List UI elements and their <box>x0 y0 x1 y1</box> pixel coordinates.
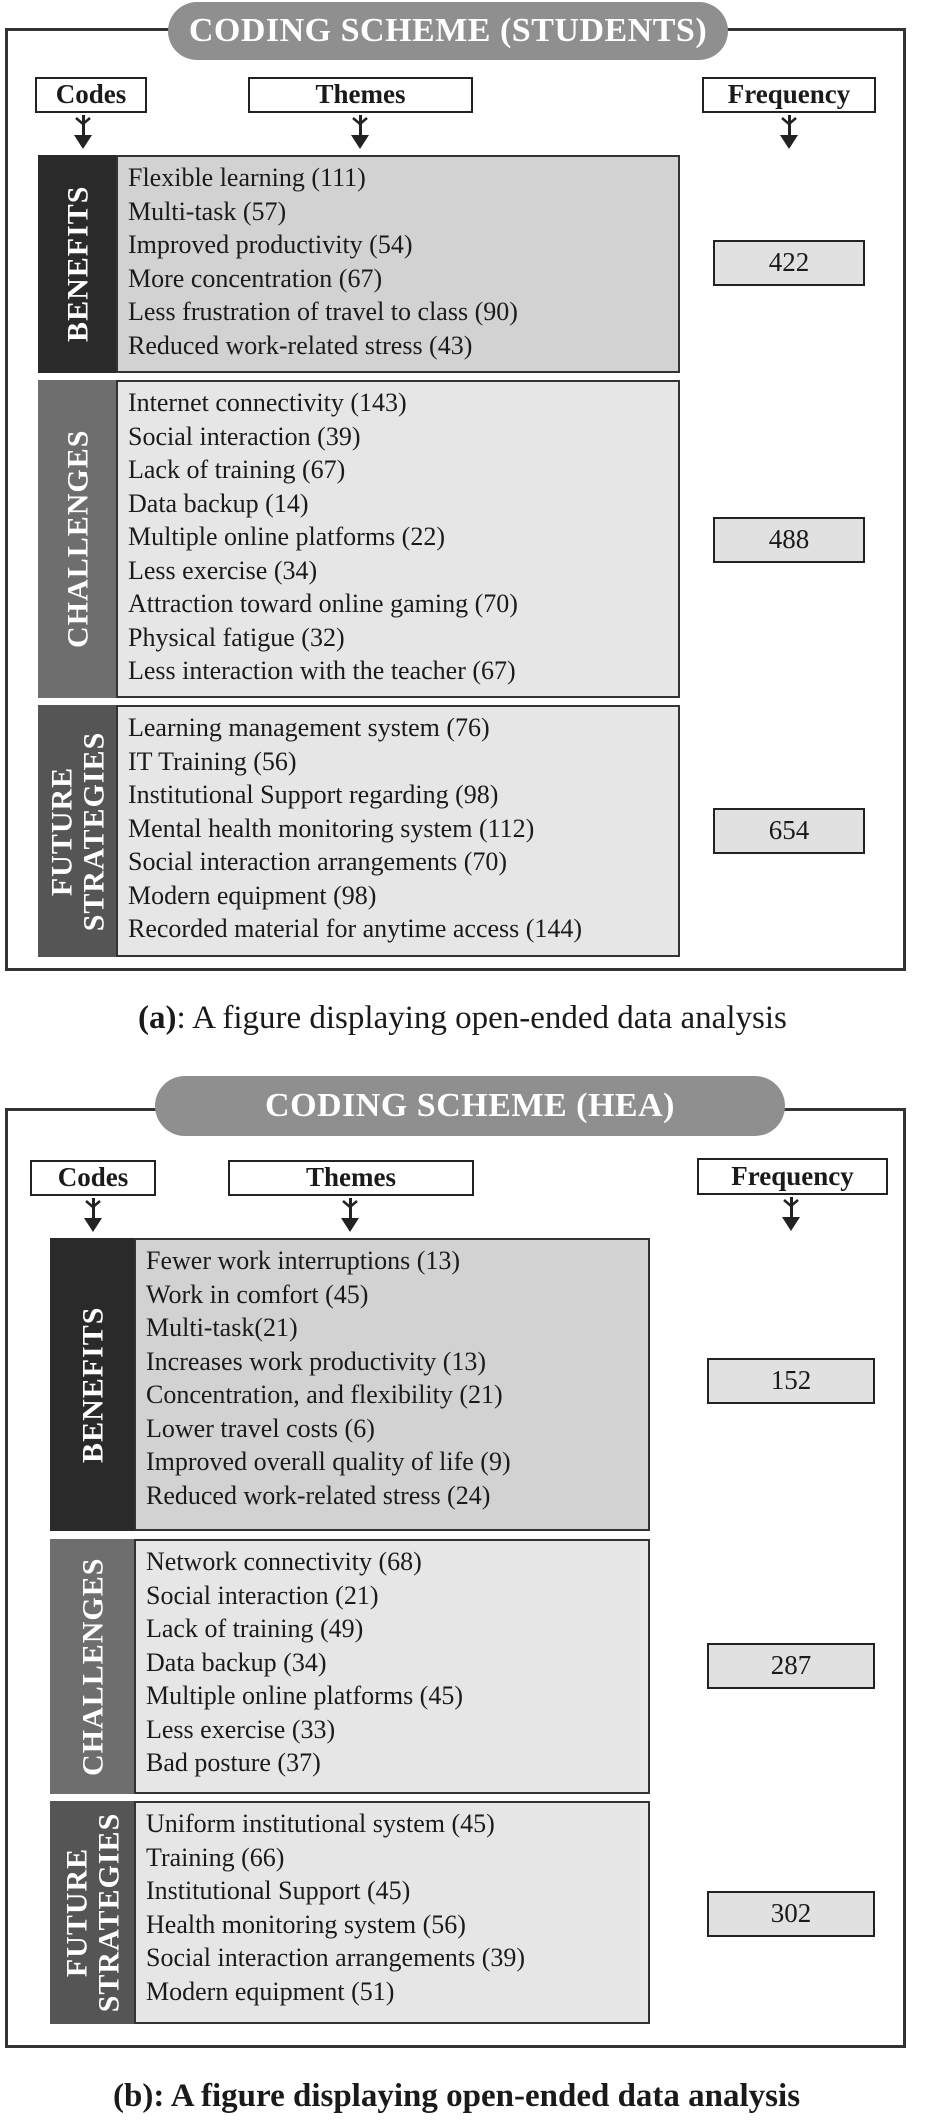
theme-item: Modern equipment (51) <box>146 1976 395 2006</box>
theme-item: Network connectivity (68) <box>146 1547 422 1576</box>
theme-item: Fewer work interruptions (13) <box>146 1246 461 1275</box>
theme-item: Learning management system (76) <box>128 713 490 742</box>
panel-b-codes-header: Codes <box>30 1160 156 1196</box>
panel-a-caption-text: : A figure displaying open-ended data analysis <box>176 1000 787 1036</box>
code-label-line: STRATEGIES <box>92 1812 125 2013</box>
panel-a-caption <box>138 1000 787 1037</box>
panel-a-frequency-header: Frequency <box>702 77 876 113</box>
code-label-line: FUTURE <box>60 1847 94 1978</box>
theme-item: Multi-task(21) <box>146 1313 298 1342</box>
panel-a-frequency-benefits: 422 <box>713 240 865 286</box>
panel-b-code-challenges <box>50 1539 136 1794</box>
panel-b-title: CODING SCHEME (HEA) <box>155 1076 785 1136</box>
theme-item: Mental health monitoring system (112) <box>128 813 535 843</box>
theme-item: Less frustration of travel to class (90) <box>128 297 518 326</box>
panel-a-code-benefits <box>38 155 118 373</box>
theme-item: Training (66) <box>146 1842 285 1872</box>
theme-item: Less exercise (33) <box>146 1714 336 1744</box>
theme-item: Attraction toward online gaming (70) <box>128 589 518 618</box>
panel-b-themes-benefits <box>134 1238 650 1531</box>
theme-item: Bad posture (37) <box>146 1748 321 1777</box>
theme-item: Increases work productivity (13) <box>146 1346 487 1376</box>
panel-b-code-future-strategies <box>50 1801 136 2024</box>
theme-item: Less interaction with the teacher (67) <box>128 656 516 685</box>
theme-item: Improved productivity (54) <box>128 230 413 259</box>
panel-a-title: CODING SCHEME (STUDENTS) <box>168 2 728 60</box>
panel-b-themes-challenges <box>134 1539 650 1794</box>
theme-item: Health monitoring system (56) <box>146 1909 466 1939</box>
panel-a-themes-challenges <box>116 380 680 698</box>
theme-item: Work in comfort (45) <box>146 1279 369 1309</box>
theme-item: Lower travel costs (6) <box>146 1413 375 1443</box>
panel-b-code-benefits-label: BENEFITS <box>76 1306 110 1463</box>
theme-item: Institutional Support regarding (98) <box>128 780 499 809</box>
panel-a-themes-benefits <box>116 155 680 373</box>
theme-item: Lack of training (67) <box>128 455 346 484</box>
panel-a-codes-header: Codes <box>35 77 147 113</box>
panel-b-code-challenges-label: CHALLENGES <box>76 1557 110 1776</box>
panel-b-frequency-challenges: 287 <box>707 1643 875 1689</box>
theme-item: Modern equipment (98) <box>128 880 377 910</box>
panel-b-code-future-strategies-label <box>62 1813 125 2013</box>
theme-item: Physical fatigue (32) <box>128 622 345 652</box>
panel-a-themes-future-strategies <box>116 705 680 957</box>
panel-b-frequency-benefits: 152 <box>707 1358 875 1404</box>
panel-b-themes-future-strategies <box>134 1801 650 2024</box>
panel-a-frequency-future-strategies: 654 <box>713 808 865 854</box>
theme-item: Uniform institutional system (45) <box>146 1809 495 1838</box>
theme-item: IT Training (56) <box>128 746 297 776</box>
panel-b-caption: (b): A figure displaying open-ended data analysis <box>113 2078 801 2114</box>
panel-a-themes-header: Themes <box>248 77 473 113</box>
theme-item: Multiple online platforms (45) <box>146 1681 464 1710</box>
panel-a-code-future-strategies-label <box>47 731 110 931</box>
theme-item: Less exercise (34) <box>128 555 318 585</box>
theme-item: Social interaction (39) <box>128 421 361 451</box>
theme-item: Recorded material for anytime access (144) <box>128 914 583 943</box>
theme-item: Flexible learning (111) <box>128 163 366 192</box>
theme-item: Data backup (14) <box>128 488 309 518</box>
theme-item: Lack of training (49) <box>146 1614 364 1643</box>
panel-a-code-benefits-label: BENEFITS <box>61 185 95 343</box>
theme-item: More concentration (67) <box>128 263 383 293</box>
code-label-line: FUTURE <box>45 766 79 896</box>
theme-item: Social interaction arrangements (70) <box>128 847 508 876</box>
theme-item: Institutional Support (45) <box>146 1876 411 1905</box>
code-label-line: STRATEGIES <box>77 731 110 931</box>
theme-item: Data backup (34) <box>146 1647 327 1677</box>
theme-item: Social interaction arrangements (39) <box>146 1943 526 1972</box>
panel-b-frequency-future-strategies: 302 <box>707 1891 875 1937</box>
theme-item: Multiple online platforms (22) <box>128 522 446 551</box>
theme-item: Multi-task (57) <box>128 196 287 226</box>
theme-item: Improved overall quality of life (9) <box>146 1447 511 1476</box>
theme-item: Reduced work-related stress (24) <box>146 1480 491 1510</box>
panel-a-frequency-challenges: 488 <box>713 517 865 563</box>
theme-item: Reduced work-related stress (43) <box>128 330 473 360</box>
panel-a-code-challenges-label: CHALLENGES <box>61 429 95 649</box>
theme-item: Internet connectivity (143) <box>128 388 407 417</box>
panel-b-themes-header: Themes <box>228 1160 474 1196</box>
panel-b-frequency-header: Frequency <box>697 1158 888 1195</box>
panel-a-caption-label: (a) <box>138 1000 177 1036</box>
panel-a-code-future-strategies <box>38 705 118 957</box>
theme-item: Social interaction (21) <box>146 1580 379 1610</box>
theme-item: Concentration, and flexibility (21) <box>146 1380 503 1409</box>
panel-a-code-challenges <box>38 380 118 698</box>
panel-b-code-benefits <box>50 1238 136 1531</box>
